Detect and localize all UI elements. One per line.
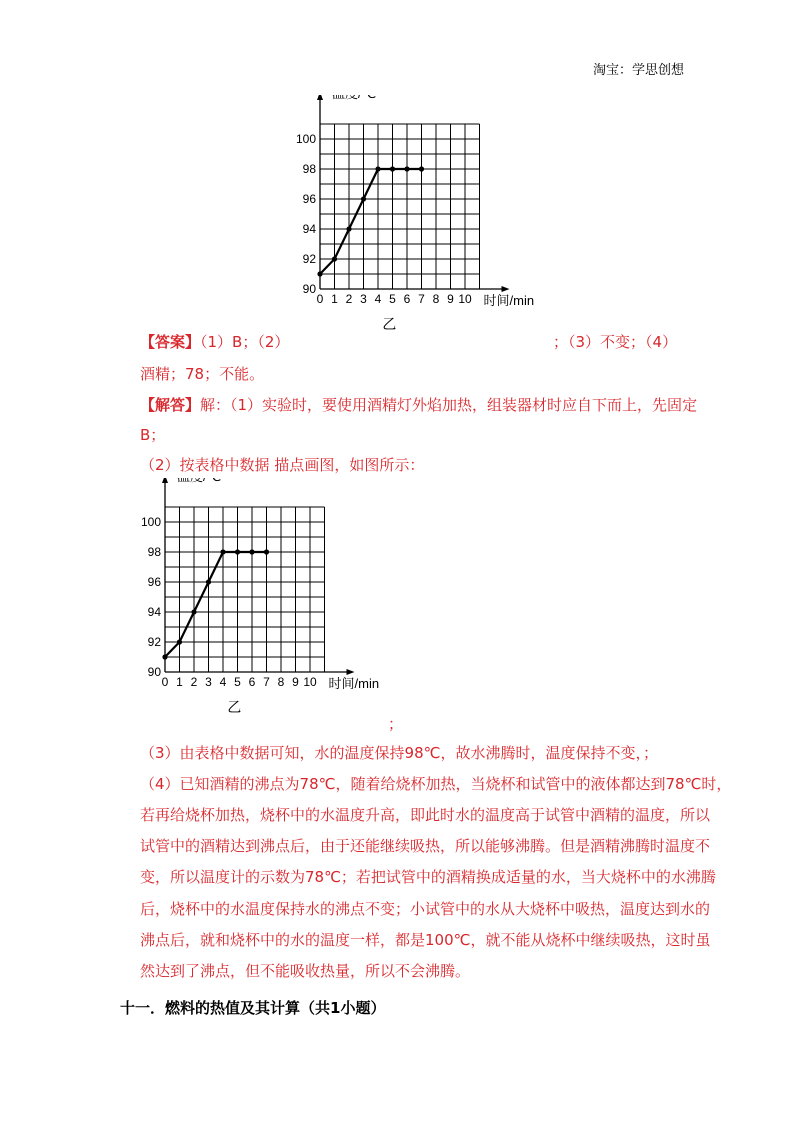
x-tick-label: 10 <box>303 675 317 689</box>
data-point <box>249 549 254 554</box>
y-tick-label: 94 <box>302 222 316 236</box>
data-point <box>191 609 196 614</box>
data-point <box>317 271 322 276</box>
x-tick-label: 2 <box>345 292 353 306</box>
y-tick-label: 98 <box>147 545 161 559</box>
data-point <box>264 549 269 554</box>
x-tick-label: 8 <box>432 292 440 306</box>
analysis-label: 【解答】 <box>140 396 201 414</box>
temperature-time-graph-2 <box>135 478 395 738</box>
analysis-p4-line: 后，烧杯中的水温度保持水的沸点不变；小试管中的水从大烧杯中吸热，温度达到水的 <box>140 900 711 918</box>
x-tick-label: 1 <box>331 292 338 306</box>
x-tick-label: 5 <box>234 675 241 689</box>
y-tick-label: 100 <box>140 515 161 529</box>
x-tick-label: 0 <box>161 675 169 689</box>
answer-line-1b: ；（3）不变；（4） <box>553 333 678 351</box>
data-point <box>206 579 211 584</box>
temperature-time-graph-1 <box>290 95 550 355</box>
analysis-p4-line: 若再给烧杯加热，烧杯中的水温度升高，即此时水的温度高于试管中酒精的温度，所以 <box>140 806 711 824</box>
x-axis-arrow <box>347 669 355 675</box>
data-point <box>375 166 380 171</box>
y-tick-label: 100 <box>295 132 316 146</box>
data-point <box>220 549 225 554</box>
data-point <box>419 166 424 171</box>
analysis-after-chart: ； <box>388 715 404 733</box>
x-tick-label: 4 <box>374 292 382 306</box>
x-tick-label: 6 <box>248 675 256 689</box>
y-tick-label: 96 <box>147 575 161 589</box>
y-axis-label <box>177 478 221 484</box>
data-point <box>361 196 366 201</box>
y-axis-label <box>332 95 376 101</box>
chart-caption: 乙 <box>227 699 242 715</box>
x-tick-label: 4 <box>219 675 227 689</box>
x-tick-label: 3 <box>360 292 367 306</box>
data-point <box>404 166 409 171</box>
y-tick-label: 90 <box>302 282 316 296</box>
chart-svg-2 <box>135 478 395 738</box>
y-tick-label: 90 <box>147 665 161 679</box>
answer-line-1: 【答案】（1）B；（2） <box>140 333 290 351</box>
x-tick-label: 10 <box>458 292 472 306</box>
x-tick-label: 3 <box>205 675 212 689</box>
y-tick-label: 92 <box>302 252 316 266</box>
data-point <box>162 654 167 659</box>
x-axis-label: 时间/min <box>483 293 535 308</box>
x-tick-label: 2 <box>190 675 198 689</box>
x-tick-label: 6 <box>403 292 411 306</box>
y-tick-label: 92 <box>147 635 161 649</box>
data-point <box>332 256 337 261</box>
analysis-p4-line: （4）已知酒精的沸点为78℃，随着给烧杯加热，当烧杯和试管中的液体都达到78℃时， <box>140 775 732 793</box>
answer-line-2: 酒精；78；不能。 <box>140 365 265 383</box>
analysis-p4-line: 沸点后，就和烧杯中的水的温度一样，都是100℃，就不能从烧杯中继续吸热，这时虽 <box>140 931 711 949</box>
analysis-line-1: 【解答】解：（1）实验时，要使用酒精灯外焰加热，组装器材时应自下而上，先固定 <box>140 396 698 414</box>
x-tick-label: 1 <box>176 675 183 689</box>
x-axis-arrow <box>502 286 510 292</box>
section-title: 十一．燃料的热值及其计算（共1小题） <box>120 999 386 1017</box>
data-point <box>390 166 395 171</box>
source-note: 淘宝：学思创想 <box>593 63 685 78</box>
analysis-p4-line: 试管中的酒精达到沸点后，由于还能继续吸热，所以能够沸腾。但是酒精沸腾时温度不 <box>140 837 711 855</box>
x-tick-label: 7 <box>418 292 425 306</box>
x-tick-label: 9 <box>292 675 299 689</box>
analysis-line-2: B； <box>140 426 166 444</box>
y-axis-arrow <box>162 478 168 483</box>
x-tick-label: 8 <box>277 675 285 689</box>
data-point <box>346 226 351 231</box>
x-tick-label: 7 <box>263 675 270 689</box>
y-tick-label: 96 <box>302 192 316 206</box>
x-tick-label: 0 <box>316 292 324 306</box>
analysis-p3: （3）由表格中数据可知，水的温度保持98℃，故水沸腾时，温度保持不变，； <box>140 744 658 762</box>
data-point <box>235 549 240 554</box>
data-point <box>177 639 182 644</box>
analysis-line-3: （2）按表格中数据 描点画图，如图所示： <box>140 456 425 474</box>
analysis-p4-line: 变，所以温度计的示数为78℃；若把试管中的酒精换成适量的水，当大烧杯中的水沸腾 <box>140 868 716 886</box>
x-axis-label: 时间/min <box>328 676 380 691</box>
y-axis-arrow <box>317 95 323 100</box>
chart-svg-1 <box>290 95 550 355</box>
y-tick-label: 98 <box>302 162 316 176</box>
chart-caption: 乙 <box>382 316 397 332</box>
x-tick-label: 9 <box>447 292 454 306</box>
y-tick-label: 94 <box>147 605 161 619</box>
x-tick-label: 5 <box>389 292 396 306</box>
analysis-p4-line: 然达到了沸点，但不能吸收热量，所以不会沸腾。 <box>140 962 471 980</box>
answer-label: 【答案】 <box>140 333 201 351</box>
